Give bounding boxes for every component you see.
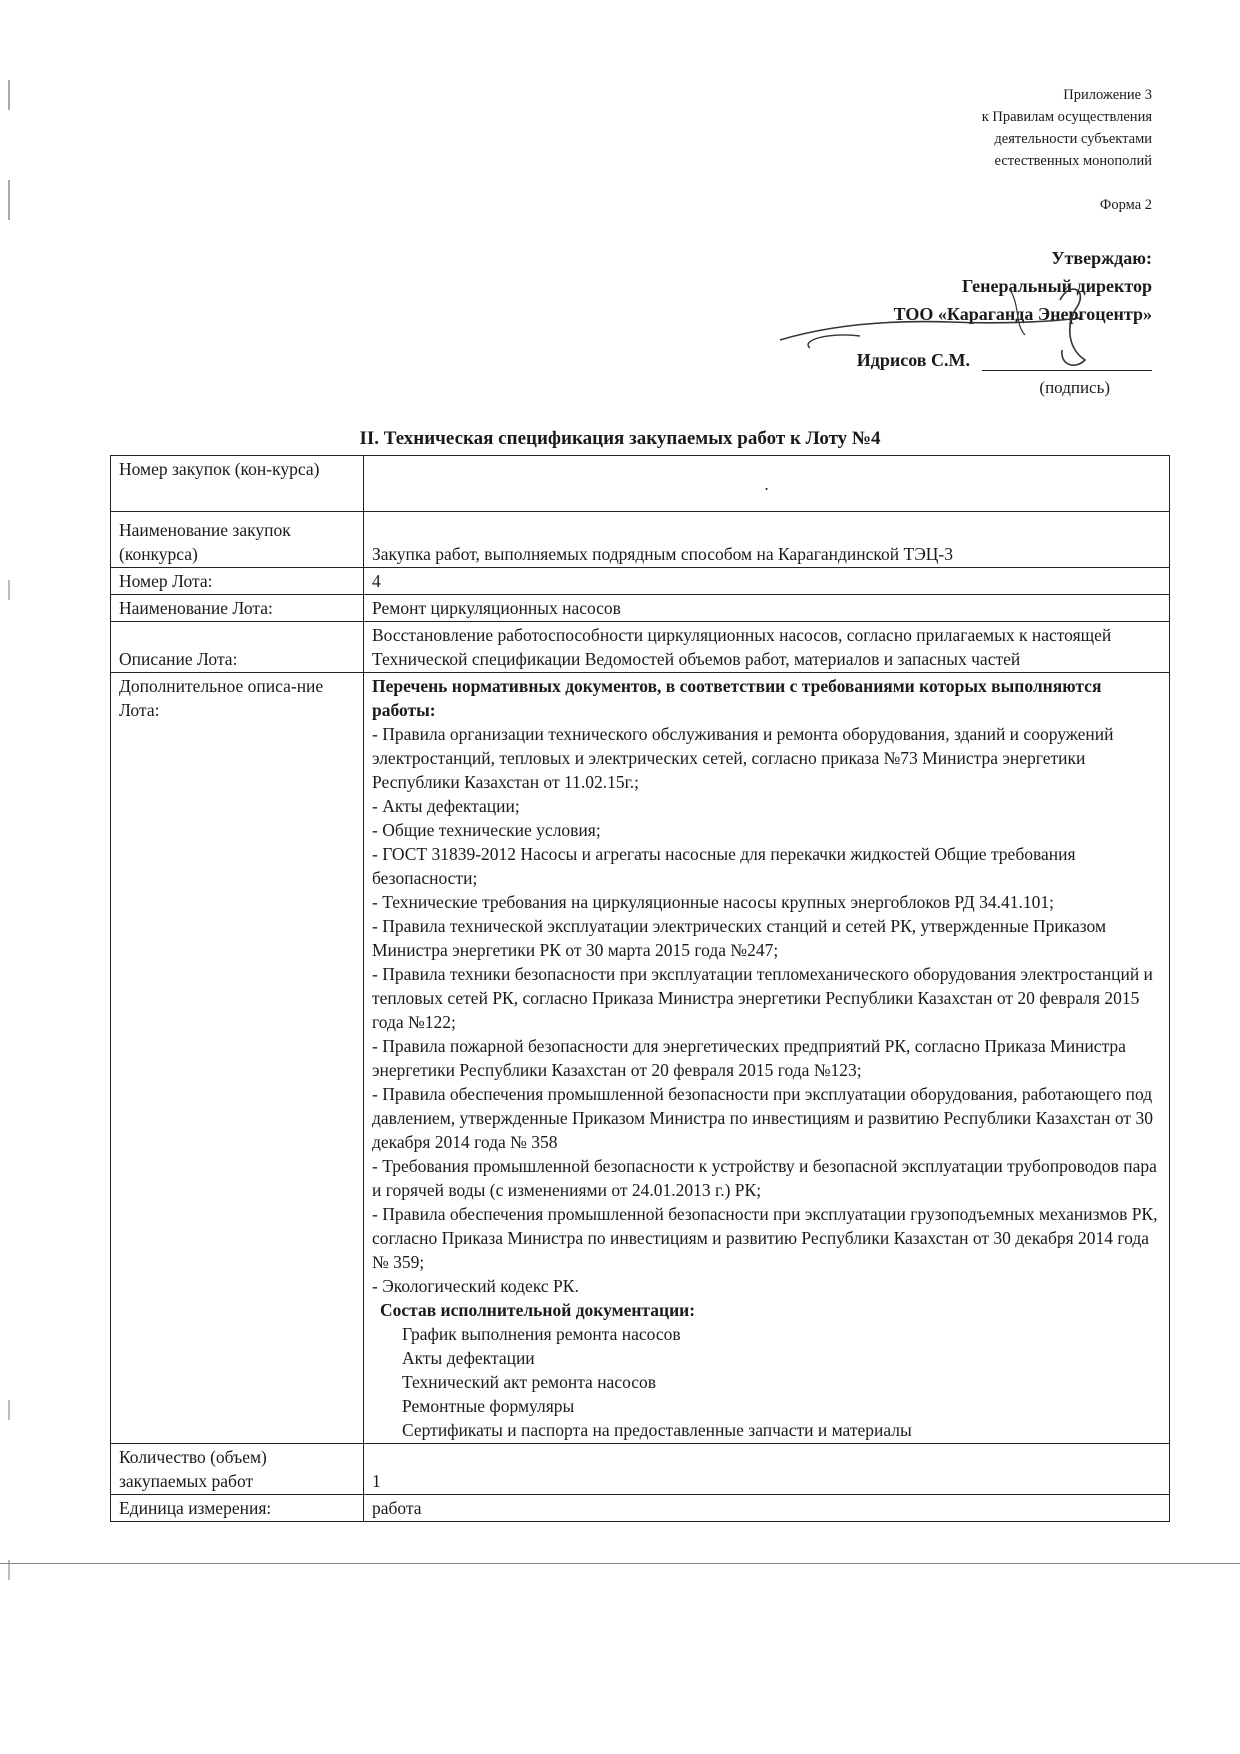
- table-row: [111, 512, 1170, 568]
- document-title: II. Техническая спецификация закупаемых работ к Лоту №4: [359, 428, 881, 449]
- appendix-line-1: Приложение 3: [1063, 87, 1152, 103]
- row-value: Закупка работ, выполняемых подрядным способом на Карагандинской ТЭЦ-3: [364, 512, 1170, 568]
- list-item: Сертификаты и паспорта на предоставленные запчасти и материалы: [402, 1420, 912, 1440]
- table-row: [111, 1444, 1170, 1495]
- row-label: Номер Лота:: [111, 568, 364, 595]
- row-label: Единица измерения:: [111, 1495, 364, 1522]
- signature-caption: (подпись): [1039, 378, 1110, 397]
- list-item: Ремонтные формуляры: [402, 1396, 575, 1416]
- scan-artifact-line: [0, 1563, 1240, 1564]
- specification-table: [110, 455, 1170, 1522]
- row-value: 1: [364, 1444, 1170, 1495]
- row-label: Количество (объем) закупаемых работ: [111, 1444, 364, 1495]
- appendix-line-3: деятельности субъектами: [994, 131, 1152, 147]
- row-value: Ремонт циркуляционных насосов: [364, 595, 1170, 622]
- scan-edge-marks: [6, 80, 14, 1585]
- list-item: - Экологический кодекс РК.: [372, 1276, 579, 1296]
- table-row: [111, 595, 1170, 622]
- appendix-line-4: естественных монополий: [994, 153, 1152, 169]
- signature-line: [982, 350, 1152, 371]
- row-label: Описание Лота:: [111, 622, 364, 673]
- row-label: Номер закупок (кон-курса): [111, 456, 364, 512]
- table-row: [111, 568, 1170, 595]
- list-item: - Технические требования на циркуляционные насосы крупных энергоблоков РД 34.41.101;: [372, 892, 1054, 912]
- list-item: - Общие технические условия;: [372, 820, 601, 840]
- row-label: Наименование Лота:: [111, 595, 364, 622]
- list-item: - Правила обеспечения промышленной безопасности при эксплуатации грузоподъемных механизмов РК, согласно Приказа Министра по инвестициям и развитию Республики Казахстан от 30 декабря 2014 года № 359;: [372, 1204, 1158, 1272]
- list-item: Акты дефектации: [402, 1348, 535, 1368]
- list-item: - Правила технической эксплуатации электрических станций и сетей РК, утвержденные Приказом Министра энергетики РК от 30 марта 2015 года №247;: [372, 916, 1107, 960]
- list-item: - ГОСТ 31839-2012 Насосы и агрегаты насосные для перекачки жидкостей Общие требования безопасности;: [372, 844, 1076, 888]
- row-label: Наименование закупок (конкурса): [111, 512, 364, 568]
- row-value: [364, 673, 1170, 1444]
- approve-line-1: Утверждаю:: [1051, 248, 1152, 268]
- table-row: [111, 622, 1170, 673]
- signer-row: [857, 350, 1152, 371]
- row-value: работа: [364, 1495, 1170, 1522]
- table-row: [111, 673, 1170, 1444]
- list-item: - Правила организации технического обслуживания и ремонта оборудования, зданий и сооружений электростанций, тепловых и электрических сетей, согласно приказа №73 Министра энергетики Республики Казахстан от 11.02.15г.;: [372, 724, 1114, 792]
- list-item: - Правила обеспечения промышленной безопасности при эксплуатации оборудования, работающего под давлением, утвержденные Приказом Министра по инвестициям и развитию Республики Казахстан от 30 декабря 2014 года № 358: [372, 1084, 1153, 1152]
- row-value: Восстановление работоспособности циркуляционных насосов, согласно прилагаемых к настоящей Технической спецификации Ведомостей объемов работ, материалов и запасных частей: [364, 622, 1170, 673]
- form-number: Форма 2: [1099, 197, 1152, 213]
- list-item: - Требования промышленной безопасности к устройству и безопасной эксплуатации трубопроводов пара и горячей воды (с изменениями от 24.01.2013 г.) РК;: [372, 1156, 1157, 1200]
- table-row: [111, 1495, 1170, 1522]
- approve-line-2: Генеральный директор: [962, 276, 1152, 296]
- appendix-reference: [982, 84, 1152, 172]
- list-item: - Правила техники безопасности при эксплуатации тепломеханического оборудования электростанций и тепловых сетей РК, согласно Приказа Министра энергетики Республики Казахстан от 20 февраля 2015 года №122;: [372, 964, 1153, 1032]
- row-value: 4: [364, 568, 1170, 595]
- approve-line-3: ТОО «Караганда Энергоцентр»: [893, 304, 1152, 324]
- exec-docs-heading: Состав исполнительной документации:: [380, 1300, 696, 1320]
- row-value: .: [364, 456, 1170, 512]
- row-label: Дополнительное описа-ние Лота:: [111, 673, 364, 1444]
- list-item: - Акты дефектации;: [372, 796, 520, 816]
- normative-docs-heading: Перечень нормативных документов, в соответствии с требованиями которых выполняются работы:: [372, 676, 1102, 720]
- appendix-line-2: к Правилам осуществления: [981, 109, 1152, 125]
- table-row: [111, 456, 1170, 512]
- list-item: - Правила пожарной безопасности для энергетических предприятий РК, согласно Приказа Министра энергетики Республики Казахстан от 20 февраля 2015 года №123;: [372, 1036, 1126, 1080]
- list-item: График выполнения ремонта насосов: [402, 1324, 681, 1344]
- signer-name: Идрисов С.М.: [856, 350, 970, 370]
- list-item: Технический акт ремонта насосов: [402, 1372, 657, 1392]
